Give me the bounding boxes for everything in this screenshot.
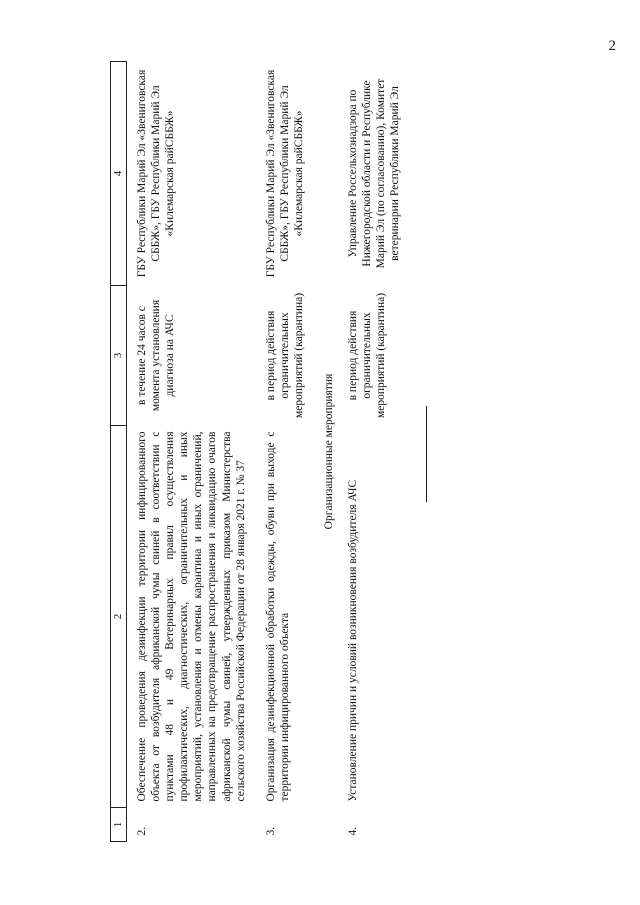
row-responsible: ГБУ Республики Марий Эл «Звениговская СББЖ», ГБУ Республики Марий Эл «Килемарская райСББЖ»	[264, 69, 305, 278]
section-title: Организационные мероприятия	[322, 373, 335, 530]
page-number: 2	[608, 38, 616, 54]
header-col-3: 3	[111, 286, 127, 426]
row-measure: Обеспечение проведения дезинфекции территории инфицированного объекта от возбудителя африканской чумы свиней в соответствии с пунктами 48 и 49 Ветеринарных правил осуществления профилактических, диагностических, ограничительных и иных мероприятий, установления и отмены карантина и иных ограничений, направленных на предотвращение распространения и ликвидацию очагов африканской чумы свиней, утвержденных приказом Министерства сельского хозяйства Российской Федерации от 28 января 2021 г. № 37	[136, 431, 247, 802]
row-measure: Организация дезинфекционной обработки одежды, обуви при выходе с территории инфицированного объекта	[264, 431, 291, 802]
table-row	[344, 62, 406, 842]
table-row	[262, 62, 314, 842]
section-row	[314, 62, 344, 842]
rotated-landscape-content	[110, 62, 450, 842]
table-row	[127, 62, 262, 842]
row-number: 2.	[136, 826, 149, 836]
table-header-row	[111, 62, 127, 842]
row-number: 3.	[264, 826, 277, 836]
row-term: в период действия ограничительных мероприятий (карантина)	[346, 292, 387, 419]
row-term: в течение 24 часов с момента установления диагноза на АЧС	[136, 299, 177, 412]
header-col-4: 4	[111, 62, 127, 286]
row-measure: Установление причин и условий возникновения возбудителя АЧС	[346, 479, 359, 802]
row-responsible: Управление Россельхознадзора по Нижегородской области и Республике Марий Эл (по согласованию), Комитет ветеринарии Республики Марий Эл	[346, 78, 401, 269]
header-col-2: 2	[111, 426, 127, 808]
header-col-1: 1	[111, 808, 127, 842]
row-number: 4.	[346, 826, 359, 836]
measures-table	[110, 61, 406, 842]
row-responsible: ГБУ Республики Марий Эл «Звениговская СББЖ», ГБУ Республики Марий Эл «Килемарская райСББЖ»	[136, 69, 177, 278]
end-of-document-line	[426, 406, 427, 502]
row-term: в период действия ограничительных мероприятий (карантина)	[264, 292, 305, 419]
